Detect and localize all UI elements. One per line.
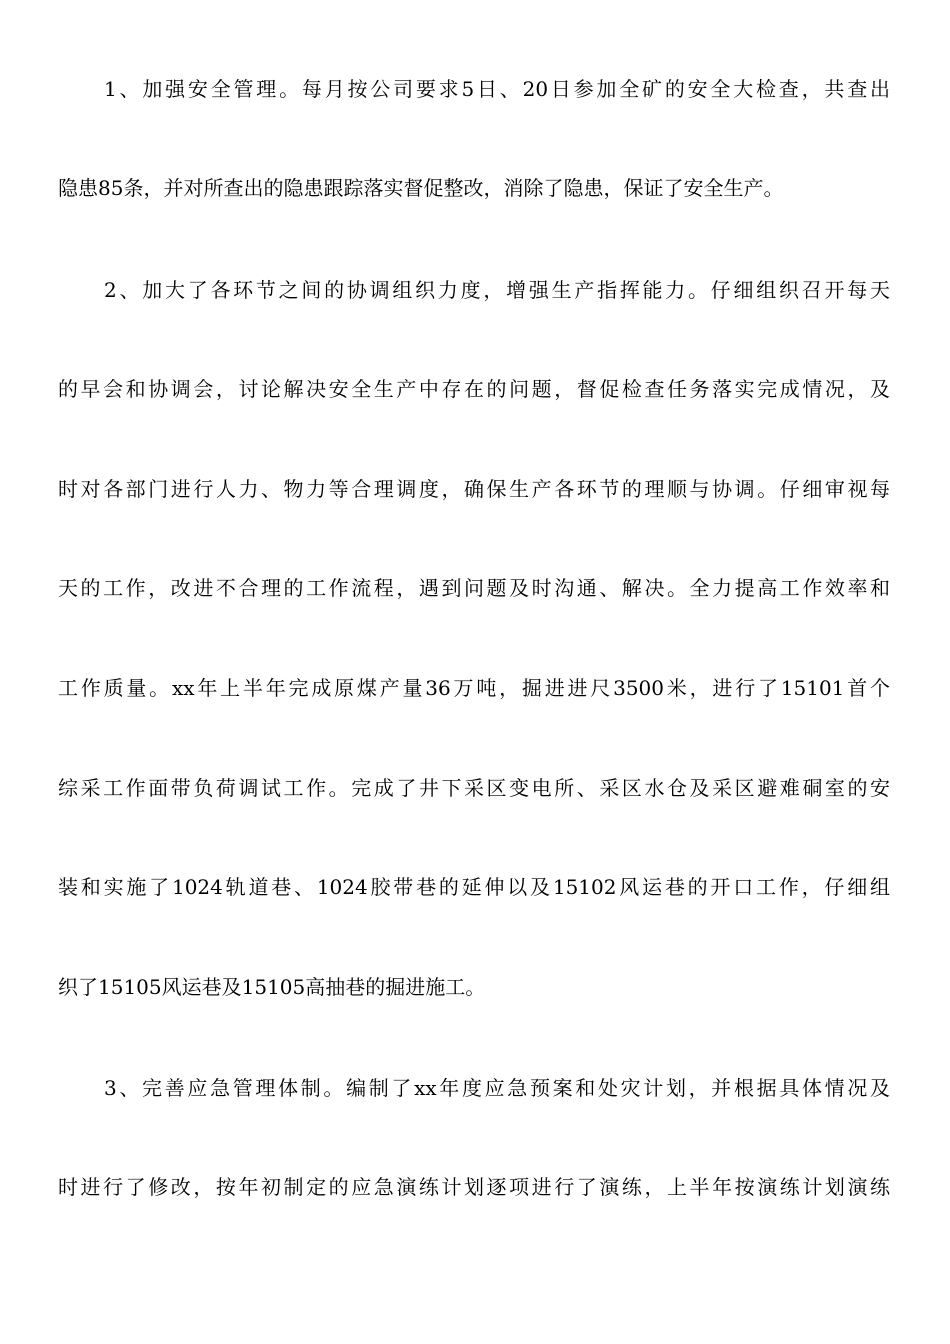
paragraph-line: 综采工作面带负荷调试工作。完成了井下采区变电所、采区水仓及采区避难硐室的安 <box>58 776 890 800</box>
paragraph-line: 天的工作，改进不合理的工作流程，遇到问题及时沟通、解决。全力提高工作效率和 <box>58 576 890 600</box>
paragraph-line: 装和实施了1024轨道巷、1024胶带巷的延伸以及15102风运巷的开口工作，仔细组 <box>58 875 890 899</box>
paragraph-line: 的早会和协调会，讨论解决安全生产中存在的问题，督促检查任务落实完成情况，及 <box>58 377 890 401</box>
paragraph-line: 3、完善应急管理体制。编制了xx年度应急预案和处灾计划，并根据具体情况及 <box>104 1076 890 1100</box>
paragraph-line: 时对各部门进行人力、物力等合理调度，确保生产各环节的理顺与协调。仔细审视每 <box>58 477 890 501</box>
paragraph-line: 织了15105风运巷及15105高抽巷的掘进施工。 <box>58 975 486 999</box>
paragraph-line: 隐患85条，并对所查出的隐患跟踪落实督促整改，消除了隐患，保证了安全生产。 <box>58 176 784 200</box>
paragraph-line: 时进行了修改，按年初制定的应急演练计划逐项进行了演练，上半年按演练计划演练 <box>58 1175 890 1199</box>
paragraph-line: 2、加大了各环节之间的协调组织力度，增强生产指挥能力。仔细组织召开每天 <box>104 278 890 302</box>
paragraph-line: 1、加强安全管理。每月按公司要求5日、20日参加全矿的安全大检查，共查出 <box>104 77 890 101</box>
paragraph-line: 工作质量。xx年上半年完成原煤产量36万吨，掘进进尺3500米，进行了15101首个 <box>58 676 890 700</box>
